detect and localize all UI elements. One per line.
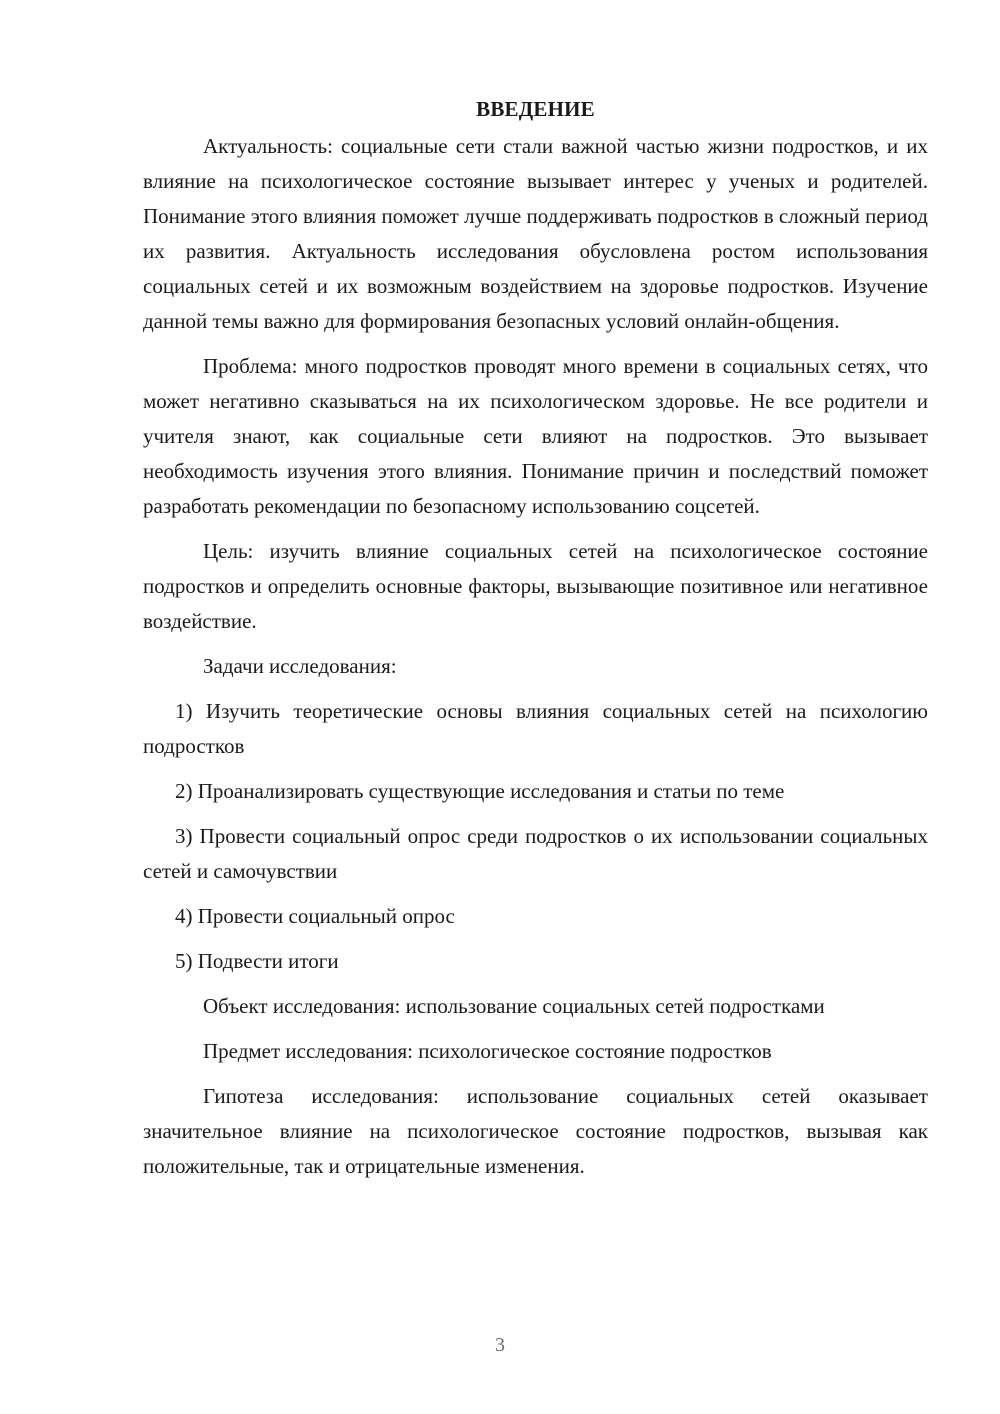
paragraph-object: Объект исследования: использование социальных сетей подростками xyxy=(203,994,825,1018)
task-item-2: 2) Проанализировать существующие исследования и статьи по теме xyxy=(175,779,785,803)
task-item-4: 4) Провести социальный опрос xyxy=(175,904,455,928)
tasks-heading: Задачи исследования: xyxy=(203,654,397,678)
task-item-5: 5) Подвести итоги xyxy=(175,949,339,973)
task-item-1: 1) Изучить теоретические основы влияния социальных сетей на психологию подростков xyxy=(143,699,928,758)
paragraph-goal: Цель: изучить влияние социальных сетей на психологическое состояние подростков и определить основные факторы, вызывающие позитивное или негативное воздействие. xyxy=(143,539,928,633)
paragraph-relevance: Актуальность: социальные сети стали важной частью жизни подростков, и их влияние на психологическое состояние вызывает интерес у ученых и родителей. Понимание этого влияния поможет лучше поддерживать подростков в сложный период их развития. Актуальность исследования обусловлена ростом использования социальных сетей и их возможным воздействием на здоровье подростков. Изучение данной темы важно для формирования безопасных условий онлайн-общения. xyxy=(143,134,928,333)
paragraph-problem: Проблема: много подростков проводят много времени в социальных сетях, что может негативно сказываться на их психологическом здоровье. Не все родители и учителя знают, как социальные сети влияют на подростков. Это вызывает необходимость изучения этого влияния. Понимание причин и последствий поможет разработать рекомендации по безопасному использованию соцсетей. xyxy=(143,354,928,518)
section-title: ВВЕДЕНИЕ xyxy=(476,97,595,121)
paragraph-subject: Предмет исследования: психологическое состояние подростков xyxy=(203,1039,772,1063)
paragraph-hypothesis: Гипотеза исследования: использование социальных сетей оказывает значительное влияние на психологическое состояние подростков, вызывая как положительные, так и отрицательные изменения. xyxy=(143,1084,928,1178)
task-item-3: 3) Провести социальный опрос среди подростков о их использовании социальных сетей и самочувствии xyxy=(143,824,928,883)
page-number: 3 xyxy=(495,1334,505,1356)
page-body xyxy=(143,92,928,1184)
